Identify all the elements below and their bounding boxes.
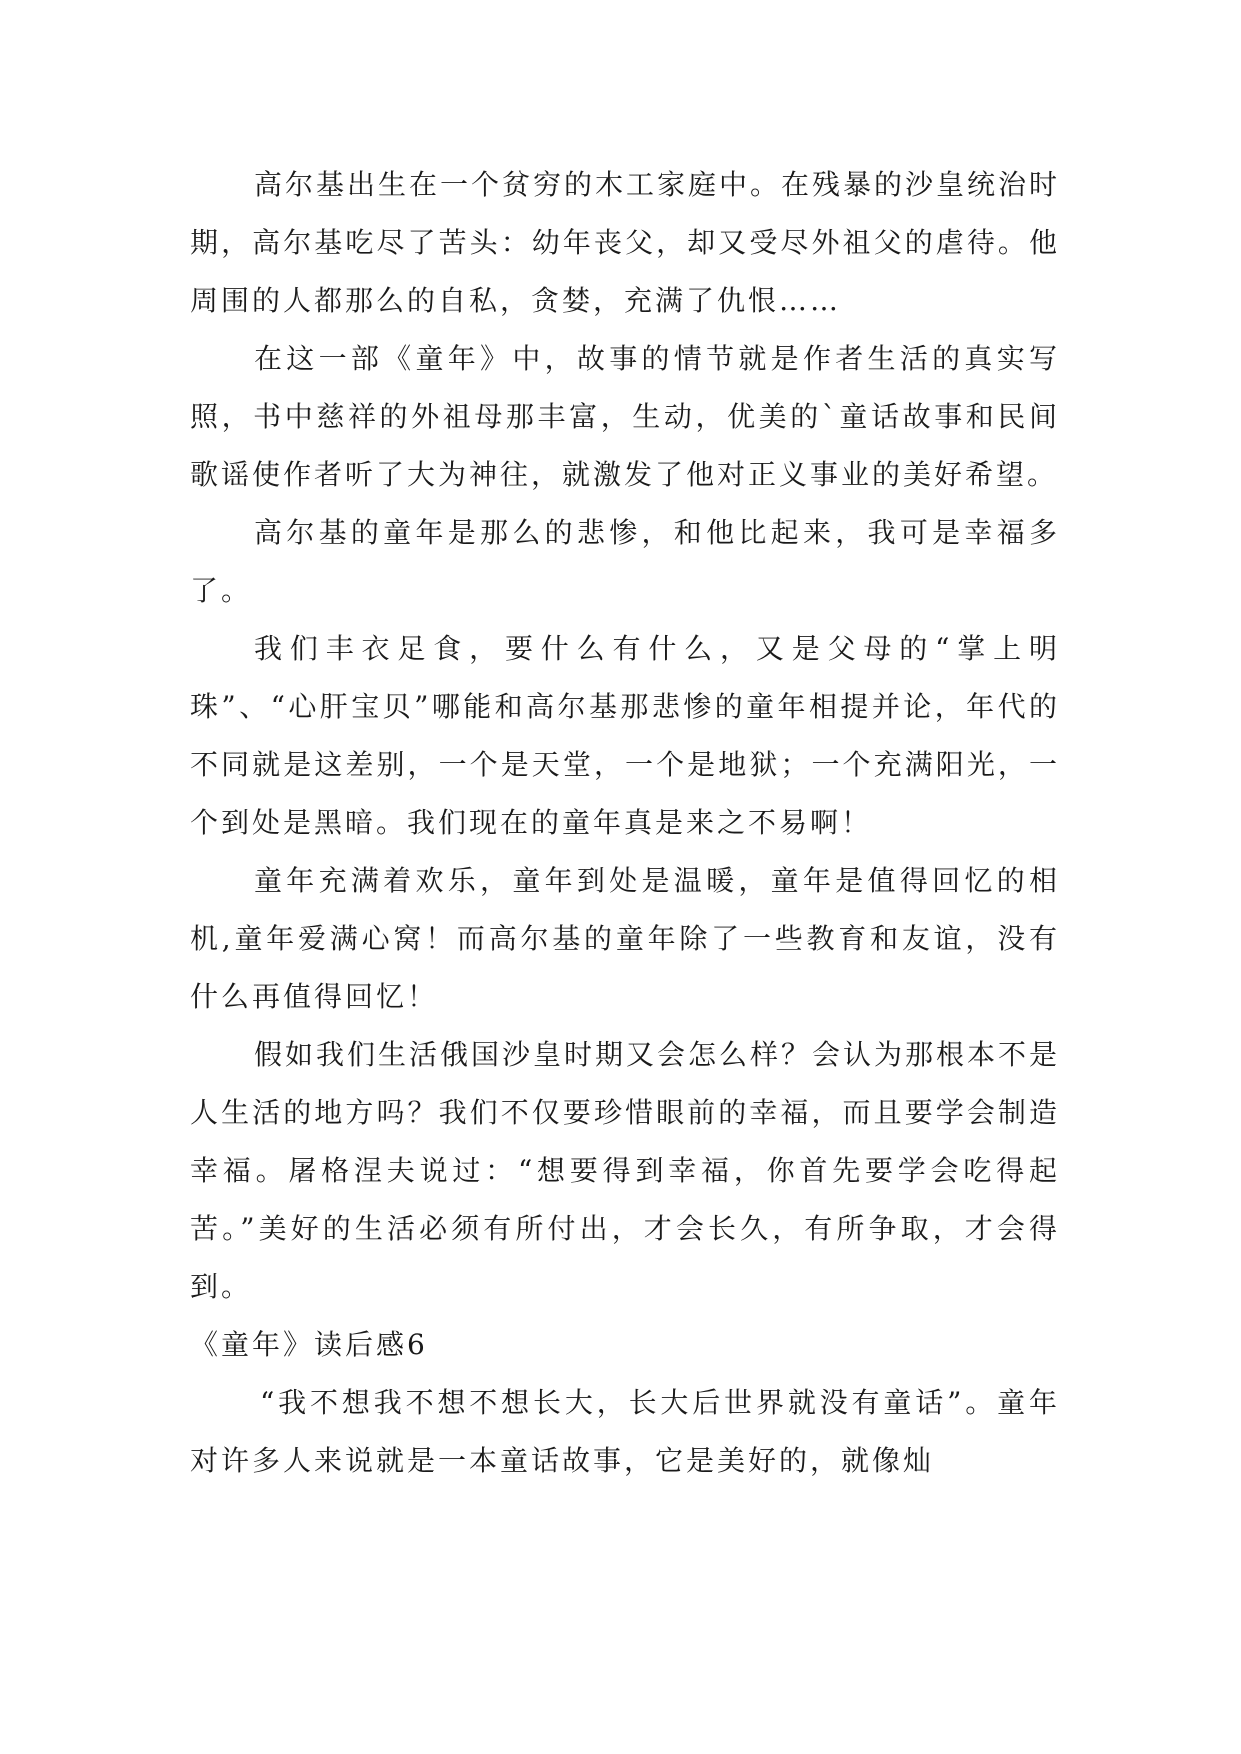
paragraph-4: 我们丰衣足食，要什么有什么，又是父母的“掌上明珠”、“心肝宝贝”哪能和高尔基那悲惨的童年相提并论，年代的不同就是这差别，一个是天堂，一个是地狱；一个充满阳光，一个到处是黑暗。我们现在的童年真是来之不易啊！ bbox=[190, 632, 1060, 839]
paragraph-6: 假如我们生活俄国沙皇时期又会怎么样？会认为那根本不是人生活的地方吗？我们不仅要珍惜眼前的幸福，而且要学会制造幸福。屠格涅夫说过：“想要得到幸福，你首先要学会吃得起苦。”美好的生活必须有所付出，才会长久，有所争取，才会得到。 bbox=[190, 1038, 1061, 1303]
paragraph-3: 高尔基的童年是那么的悲惨，和他比起来，我可是幸福多了。 bbox=[190, 516, 1060, 607]
paragraph-1: 高尔基出生在一个贫穷的木工家庭中。在残暴的沙皇统治时期，高尔基吃尽了苦头：幼年丧父，却又受尽外祖父的虐待。他周围的人都那么的自私，贪婪，充满了仇恨…… bbox=[190, 168, 1061, 317]
document-body bbox=[190, 156, 1060, 1490]
section-heading: 《童年》读后感6 bbox=[190, 1328, 428, 1361]
paragraph-2: 在这一部《童年》中，故事的情节就是作者生活的真实写照，书中慈祥的外祖母那丰富，生动，优美的`童话故事和民间歌谣使作者听了大为神往，就激发了他对正义事业的美好希望。 bbox=[190, 342, 1060, 491]
paragraph-5: 童年充满着欢乐，童年到处是温暖，童年是值得回忆的相机,童年爱满心窝！而高尔基的童年除了一些教育和友谊，没有什么再值得回忆！ bbox=[190, 864, 1060, 1013]
section-paragraph-1: “我不想我不想不想长大，长大后世界就没有童话”。童年对许多人来说就是一本童话故事，它是美好的，就像灿 bbox=[190, 1386, 1060, 1477]
